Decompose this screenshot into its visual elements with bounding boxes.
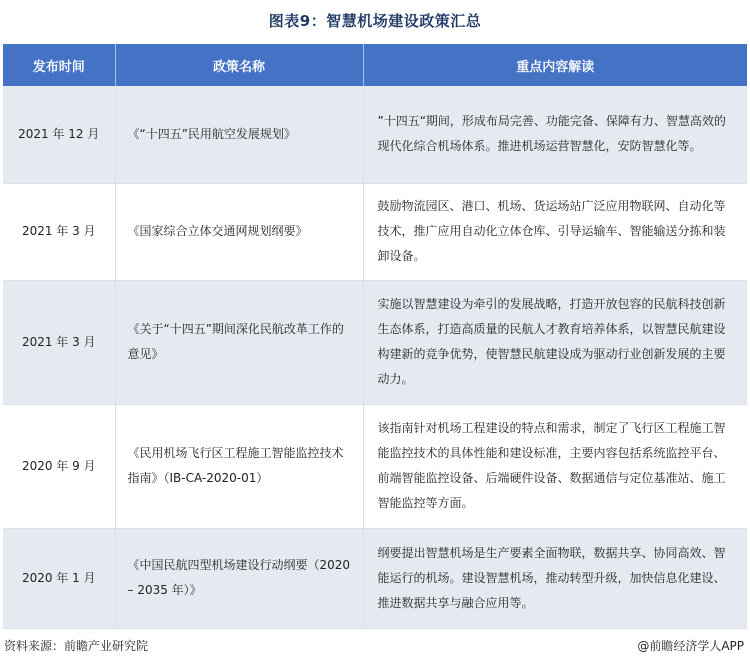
source-note: 资料来源：前瞻产业研究院	[4, 639, 149, 653]
table-row	[3, 183, 747, 280]
table-title: 图表9：智慧机场建设政策汇总	[268, 12, 482, 30]
date-cell: 2020 年 1 月	[3, 528, 115, 628]
content-cell: 实施以智慧建设为牵引的发展战略，打造开放包容的民航科技创新生态体系，打造高质量的民航人才教育培养体系，以智慧民航建设构建新的竞争优势，使智慧民航建设成为驱动行业创新发展的主要动力。	[363, 280, 747, 404]
content-cell: 纲要提出智慧机场是生产要素全面物联，数据共享、协同高效、智能运行的机场。建设智慧机场，推动转型升级，加快信息化建设、推进数据共享与融合应用等。	[363, 528, 747, 628]
header-content: 重点内容解读	[363, 44, 747, 86]
brand-credit: @前瞻经济学人APP	[637, 639, 744, 653]
policy-cell: 《“十四五”民用航空发展规划》	[115, 86, 363, 183]
policy-cell: 《中国民航四型机场建设行动纲要（2020 – 2035 年）》	[115, 528, 363, 628]
header-policy: 政策名称	[115, 44, 363, 86]
content-cell: 该指南针对机场工程建设的特点和需求，制定了飞行区工程施工智能监控技术的具体性能和建设标准，主要内容包括系统监控平台、前端智能监控设备、后端硬件设备、数据通信与定位基准站、施工智能监控等方面。	[363, 404, 747, 528]
date-cell: 2021 年 3 月	[3, 280, 115, 404]
table-row	[3, 528, 747, 628]
table-row	[3, 280, 747, 404]
policy-cell: 《国家综合立体交通网规划纲要》	[115, 183, 363, 280]
date-cell: 2020 年 9 月	[3, 404, 115, 528]
content-cell: 鼓励物流园区、港口、机场、货运场站广泛应用物联网、自动化等技术，推广应用自动化立体仓库、引导运输车、智能输送分拣和装卸设备。	[363, 183, 747, 280]
policy-table	[3, 44, 747, 629]
policy-cell: 《民用机场飞行区工程施工智能监控技术指南》（IB-CA-2020-01）	[115, 404, 363, 528]
policy-cell: 《关于“十四五”期间深化民航改革工作的意见》	[115, 280, 363, 404]
content-cell: ”十四五“期间，形成布局完善、功能完备、保障有力、智慧高效的现代化综合机场体系。推进机场运营智慧化，安防智慧化等。	[363, 86, 747, 183]
date-cell: 2021 年 12 月	[3, 86, 115, 183]
table-row	[3, 404, 747, 528]
header-row	[3, 44, 747, 86]
date-cell: 2021 年 3 月	[3, 183, 115, 280]
header-date: 发布时间	[3, 44, 115, 86]
table-row	[3, 86, 747, 183]
